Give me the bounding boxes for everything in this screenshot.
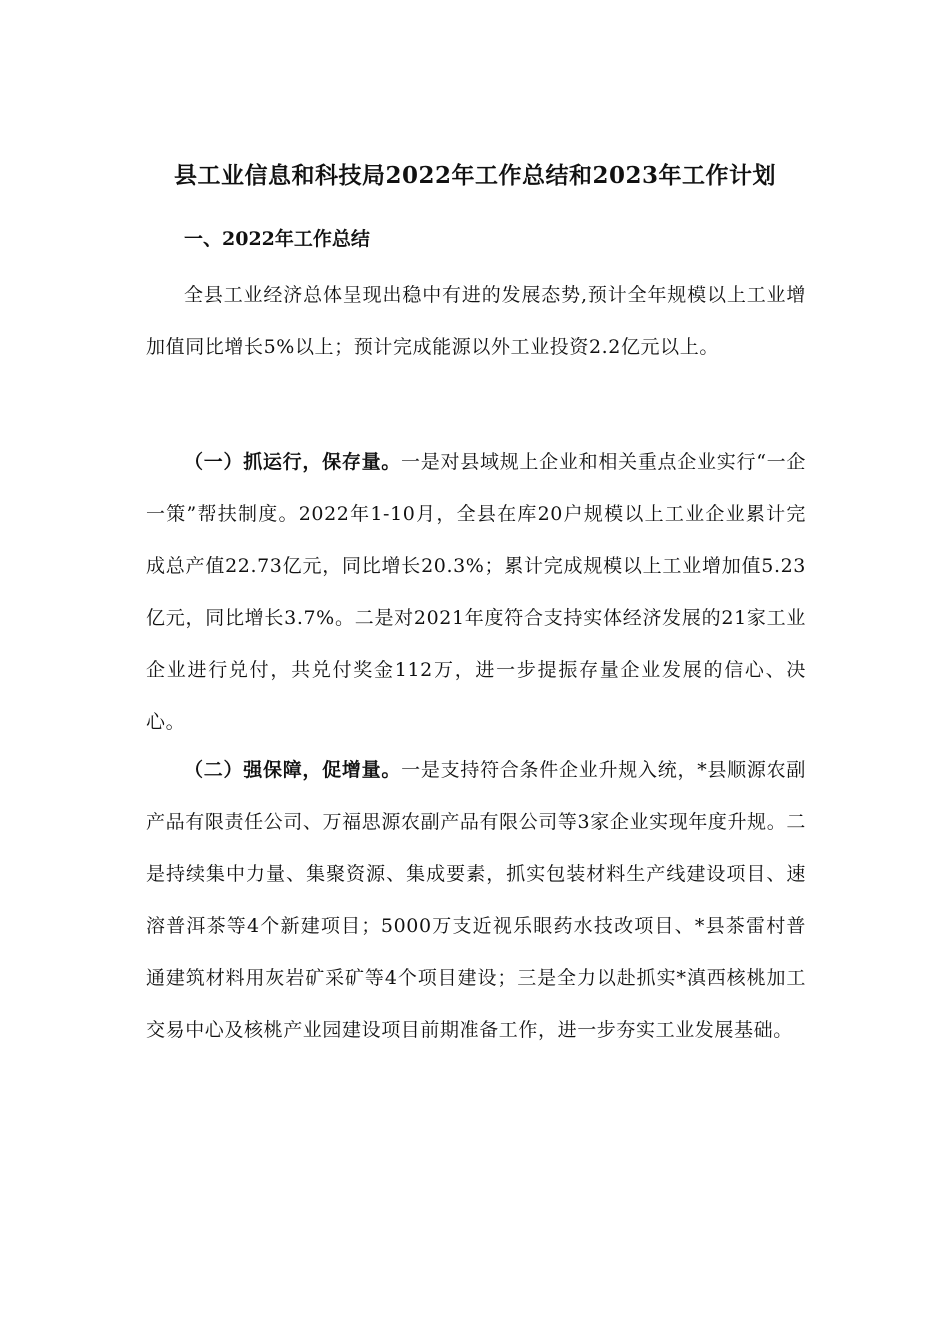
section-heading-2022-summary: 一、2022年工作总结 bbox=[184, 228, 370, 250]
paragraph-overview: 全县工业经济总体呈现出稳中有进的发展态势,预计全年规模以上工业增加值同比增长5%以上；预计完成能源以外工业投资2.2亿元以上。 bbox=[146, 284, 806, 358]
paragraph-growth bbox=[146, 744, 806, 1056]
paragraph-growth-lead: （二）强保障，促增量。 bbox=[184, 759, 402, 781]
paragraph-operations-lead: （一）抓运行，保存量。 bbox=[184, 451, 402, 473]
paragraph-operations bbox=[146, 436, 806, 748]
paragraph-operations-body: 一是对县域规上企业和相关重点企业实行“一企一策”帮扶制度。2022年1-10月，全县在库20户规模以上工业企业累计完成总产值22.73亿元，同比增长20.3%；累计完成规模以上工业增加值5.23亿元，同比增长3.7%。二是对2021年度符合支持实体经济发展的21家工业企业进行兑付，共兑付奖金112万，进一步提振存量企业发展的信心、决心。 bbox=[146, 451, 806, 733]
paragraph-growth-body: 一是支持符合条件企业升规入统，*县顺源农副产品有限责任公司、万福思源农副产品有限公司等3家企业实现年度升规。二是持续集中力量、集聚资源、集成要素，抓实包装材料生产线建设项目、速溶普洱茶等4个新建项目；5000万支近视乐眼药水技改项目、*县茶雷村普通建筑材料用灰岩矿采矿等4个项目建设；三是全力以赴抓实*滇西核桃加工交易中心及核桃产业园建设项目前期准备工作，进一步夯实工业发展基础。 bbox=[146, 759, 806, 1041]
document-title: 县工业信息和科技局2022年工作总结和2023年工作计划 bbox=[173, 162, 777, 189]
